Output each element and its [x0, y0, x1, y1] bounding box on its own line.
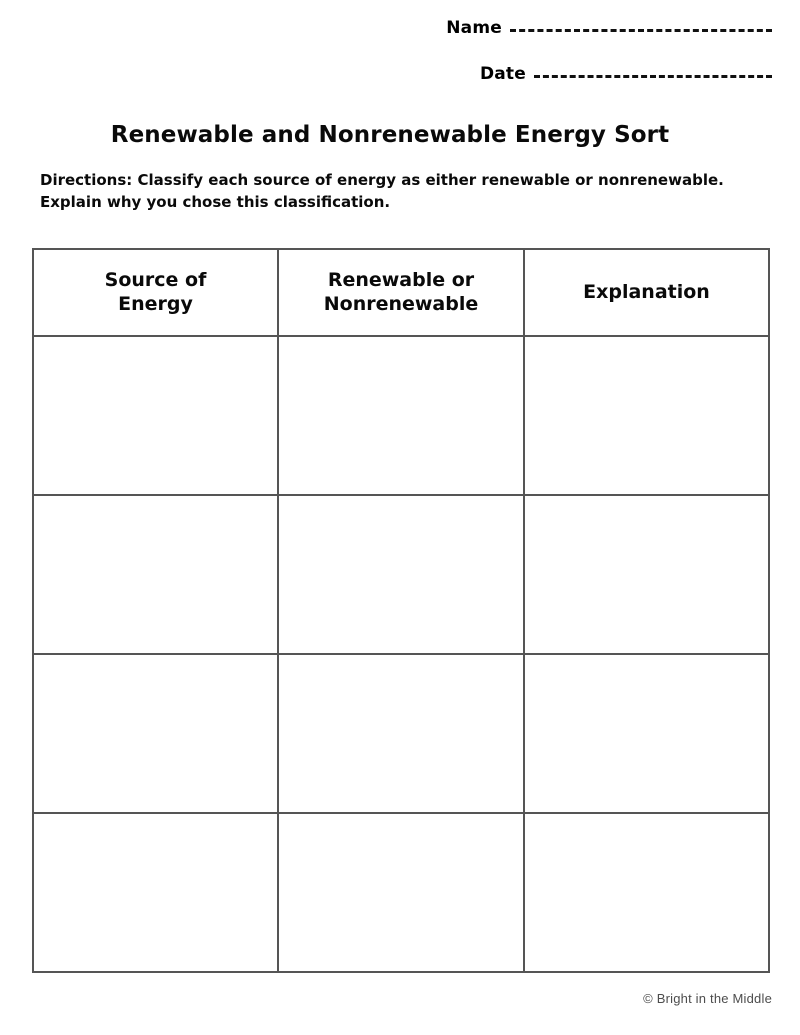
cell-source-3[interactable] — [33, 654, 278, 813]
date-input[interactable] — [534, 65, 772, 79]
cell-source-4[interactable] — [33, 813, 278, 972]
cell-explanation-1[interactable] — [524, 336, 769, 495]
student-info-block — [0, 18, 772, 84]
name-input[interactable] — [510, 19, 772, 33]
table-body — [33, 336, 769, 972]
date-row — [480, 64, 772, 84]
table-row — [33, 813, 769, 972]
table-row — [33, 654, 769, 813]
cell-type-3[interactable] — [278, 654, 524, 813]
cell-explanation-3[interactable] — [524, 654, 769, 813]
cell-source-2[interactable] — [33, 495, 278, 654]
name-label: Name — [446, 18, 502, 38]
table-row — [33, 495, 769, 654]
column-header-renewable-or-nonrenewable — [278, 249, 524, 336]
date-label: Date — [479, 64, 526, 84]
copyright-footer: © Bright in the Middle — [643, 991, 772, 1006]
cell-source-1[interactable] — [33, 336, 278, 495]
cell-explanation-4[interactable] — [524, 813, 769, 972]
column-header-type-line-2: Nonrenewable — [323, 292, 479, 315]
column-header-type-line-1: Renewable or — [327, 268, 475, 291]
directions-line-2: Explain why you chose this classification. — [40, 192, 391, 211]
column-header-explanation — [524, 249, 769, 336]
cell-type-1[interactable] — [278, 336, 524, 495]
directions-line-1: Directions: Classify each source of energy as either renewable or nonrenewable. — [40, 171, 724, 189]
energy-sort-table — [32, 248, 770, 973]
column-header-explanation-line-1: Explanation — [583, 280, 710, 303]
cell-type-4[interactable] — [278, 813, 524, 972]
cell-type-2[interactable] — [278, 495, 524, 654]
column-header-source-line-2: Energy — [118, 292, 193, 315]
column-header-source-of-energy — [33, 249, 278, 336]
table-header — [33, 249, 769, 336]
table-row — [33, 336, 769, 495]
table-header-row — [33, 249, 769, 336]
column-header-source-line-1: Source of — [104, 268, 207, 291]
directions-text — [40, 170, 760, 214]
page-title: Renewable and Nonrenewable Energy Sort — [110, 122, 670, 148]
cell-explanation-2[interactable] — [524, 495, 769, 654]
name-row — [446, 18, 772, 38]
